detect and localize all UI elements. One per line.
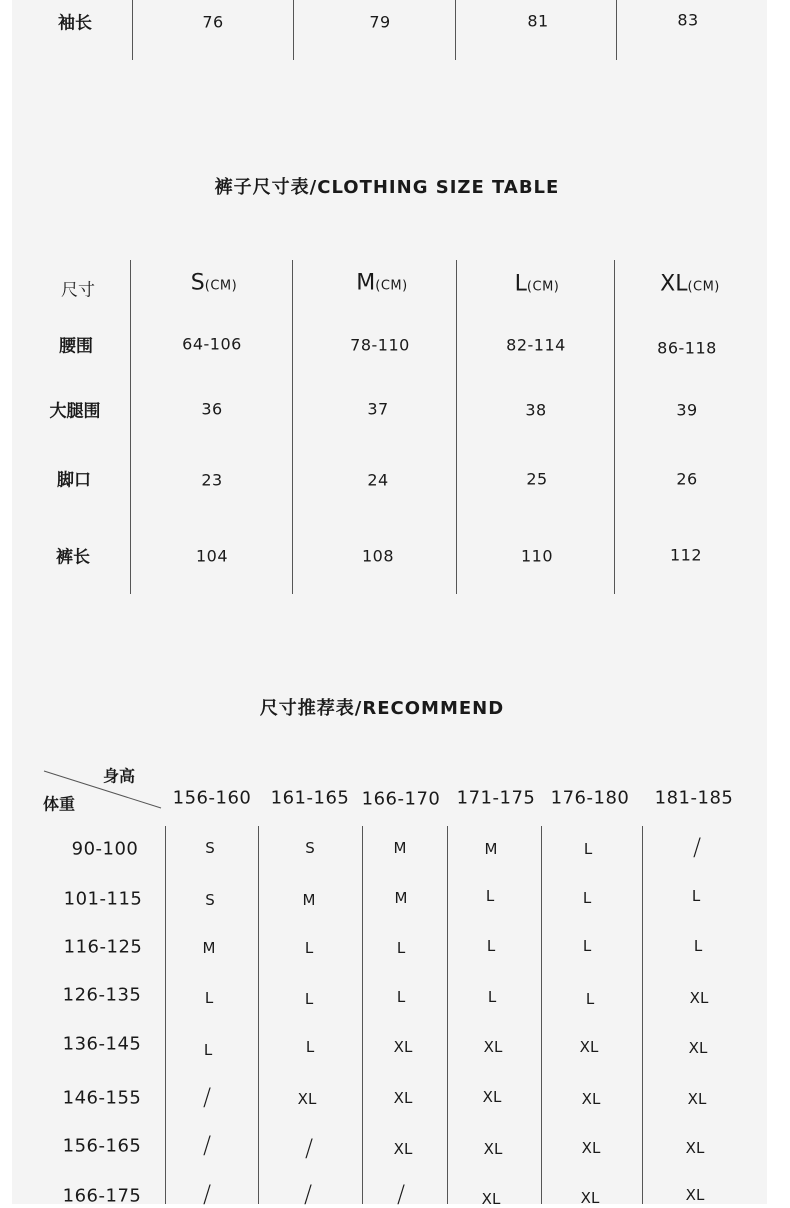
- size-cell: XL: [685, 1139, 705, 1157]
- size-header-m: M(CM): [356, 270, 408, 296]
- size-cell: L: [204, 989, 214, 1007]
- size-cell: XL: [393, 1089, 413, 1107]
- column-divider: [455, 0, 456, 60]
- column-divider: [541, 826, 542, 1204]
- size-cell: M: [302, 891, 316, 909]
- size-cell: L: [485, 887, 495, 905]
- height-header: 156-160: [172, 787, 252, 809]
- size-cell: L: [486, 937, 496, 955]
- weight-label: 126-135: [62, 984, 142, 1006]
- cell-value: 110: [520, 546, 554, 566]
- size-cell: XL: [687, 1090, 707, 1108]
- pants-size-table-title: 裤子尺寸表/CLOTHING SIZE TABLE: [214, 177, 560, 198]
- cell-value: 23: [201, 470, 223, 490]
- size-cell: XL: [393, 1038, 413, 1056]
- column-divider: [258, 826, 259, 1204]
- corner-label-height: 身高: [102, 766, 136, 786]
- column-divider: [616, 0, 617, 60]
- size-header-s: S(CM): [190, 270, 238, 296]
- column-divider: [132, 0, 133, 60]
- cell-value: 86-118: [657, 338, 717, 358]
- size-cell: L: [304, 990, 314, 1008]
- column-divider: [293, 0, 294, 60]
- column-divider: [642, 826, 643, 1204]
- weight-label: 166-175: [62, 1185, 142, 1207]
- size-cell: L: [487, 988, 497, 1006]
- cell-value: 78-110: [350, 335, 410, 355]
- size-cell: M: [393, 839, 407, 857]
- cell-value: 83: [677, 10, 699, 30]
- cell-value: 24: [367, 470, 389, 490]
- recommend-table-title: 尺寸推荐表/RECOMMEND: [259, 698, 505, 719]
- size-cell: XL: [581, 1139, 601, 1157]
- size-cell: XL: [482, 1088, 502, 1106]
- size-cell: XL: [393, 1140, 413, 1158]
- cell-value: 39: [676, 400, 698, 420]
- corner-label-weight: 体重: [42, 794, 76, 814]
- cell-value: 64-106: [182, 334, 242, 354]
- column-divider: [165, 826, 166, 1204]
- size-header-label: 尺寸: [61, 280, 95, 301]
- size-cell: L: [396, 939, 406, 957]
- column-divider: [130, 260, 131, 594]
- size-cell: /: [303, 1180, 313, 1208]
- size-cell: M: [484, 840, 498, 858]
- cell-value: 36: [201, 399, 223, 419]
- size-cell: S: [205, 891, 215, 909]
- height-header: 161-165: [270, 787, 350, 809]
- size-cell: XL: [483, 1038, 503, 1056]
- size-cell: XL: [483, 1140, 503, 1158]
- size-cell: L: [203, 1041, 213, 1059]
- weight-label: 90-100: [71, 838, 139, 860]
- size-cell: L: [583, 840, 593, 858]
- height-header: 176-180: [550, 787, 630, 809]
- size-cell: S: [205, 839, 215, 857]
- weight-label: 156-165: [62, 1135, 142, 1157]
- column-divider: [447, 826, 448, 1204]
- size-cell: /: [692, 833, 702, 861]
- size-cell: XL: [689, 989, 709, 1007]
- cell-value: 38: [525, 400, 547, 420]
- weight-label: 116-125: [63, 936, 143, 958]
- size-cell: XL: [688, 1039, 708, 1057]
- cell-value: 26: [676, 469, 698, 489]
- cell-value: 76: [202, 12, 224, 32]
- size-cell: L: [691, 887, 701, 905]
- cell-value: 37: [367, 399, 389, 419]
- size-cell: L: [693, 937, 703, 955]
- size-cell: /: [396, 1180, 406, 1208]
- row-label-thigh: 大腿围: [49, 401, 101, 422]
- size-cell: L: [582, 937, 592, 955]
- size-cell: /: [202, 1131, 212, 1159]
- row-label-waist: 腰围: [59, 336, 93, 357]
- column-divider: [362, 826, 363, 1204]
- weight-label: 136-145: [62, 1033, 142, 1055]
- size-cell: /: [202, 1083, 212, 1111]
- weight-label: 146-155: [62, 1087, 142, 1109]
- cell-value: 112: [669, 545, 703, 565]
- size-cell: M: [202, 939, 216, 957]
- size-cell: XL: [685, 1186, 705, 1204]
- weight-label: 101-115: [63, 888, 143, 910]
- size-cell: XL: [297, 1090, 317, 1108]
- corner-diagonal-divider: [43, 770, 163, 810]
- size-cell: XL: [481, 1190, 501, 1208]
- size-header-l: L(CM): [514, 271, 560, 297]
- cell-value: 79: [369, 12, 391, 32]
- size-cell: L: [582, 889, 592, 907]
- size-header-xl: XL(CM): [660, 271, 720, 297]
- height-header: 171-175: [456, 787, 536, 809]
- size-cell: XL: [581, 1090, 601, 1108]
- size-cell: /: [202, 1180, 212, 1208]
- size-cell: M: [394, 889, 408, 907]
- height-header: 166-170: [361, 788, 441, 810]
- size-cell: L: [304, 939, 314, 957]
- size-cell: /: [304, 1134, 314, 1162]
- size-cell: L: [396, 988, 406, 1006]
- row-label-hem: 脚口: [57, 470, 91, 491]
- cell-value: 25: [526, 469, 548, 489]
- size-cell: XL: [579, 1038, 599, 1056]
- height-header: 181-185: [654, 787, 734, 809]
- size-cell: L: [585, 990, 595, 1008]
- column-divider: [614, 260, 615, 594]
- size-cell: XL: [580, 1189, 600, 1207]
- cell-value: 104: [195, 546, 229, 566]
- column-divider: [456, 260, 457, 594]
- row-label-sleeve-length: 袖长: [58, 13, 92, 34]
- cell-value: 82-114: [506, 335, 566, 355]
- size-cell: S: [305, 839, 315, 857]
- cell-value: 81: [527, 11, 549, 31]
- row-label-pants-length: 裤长: [56, 547, 90, 568]
- size-cell: L: [305, 1038, 315, 1056]
- cell-value: 108: [361, 546, 395, 566]
- column-divider: [292, 260, 293, 594]
